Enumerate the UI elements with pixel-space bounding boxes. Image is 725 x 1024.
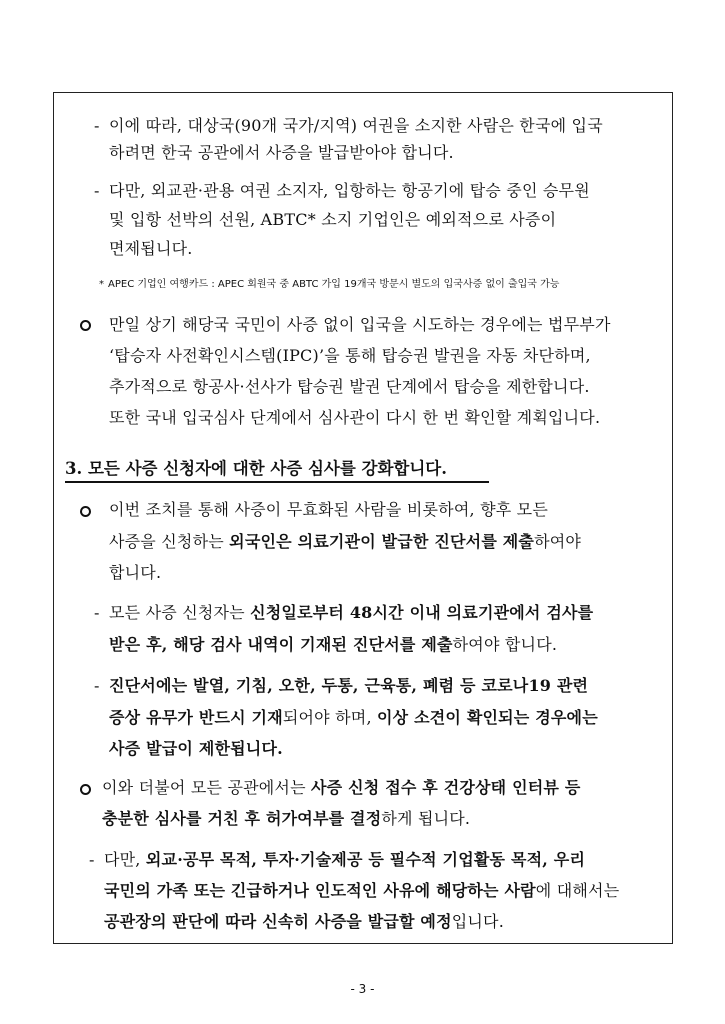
text-line: 다만, 외교관·관용 여권 소지자, 입항하는 항공기에 탑승 중인 승무원 [109, 181, 590, 200]
text-line: 사증을 신청하는 외국인은 의료기관이 발급한 진단서를 제출하여야 [109, 532, 582, 551]
text-line: 또한 국내 입국심사 단계에서 심사관이 다시 한 번 확인할 계획입니다. [109, 408, 601, 427]
dash-bullet: - [94, 676, 100, 695]
text-line: 면제됩니다. [109, 239, 193, 258]
text-line: 다만, 외교·공무 목적, 투자·기술제공 등 필수적 기업활동 목적, 우리 [104, 850, 586, 869]
page-number: - 3 - [350, 982, 375, 996]
dash-bullet: - [94, 181, 100, 200]
dash-bullet: - [94, 603, 100, 622]
heading-underline [65, 481, 489, 483]
text-line: 진단서에는 발열, 기침, 오한, 두통, 근육통, 폐렴 등 코로나19 관련 [109, 676, 589, 695]
text-line: 충분한 심사를 거친 후 허가여부를 결정하게 됩니다. [102, 809, 471, 828]
text-line: 공관장의 판단에 따라 신속히 사증을 발급할 예정입니다. [104, 912, 505, 931]
text-line: 이에 따라, 대상국(90개 국가/지역) 여권을 소지한 사람은 한국에 입국 [109, 116, 603, 135]
circle-bullet-icon [80, 506, 91, 517]
text-line: 이와 더불어 모든 공관에서는 사증 신청 접수 후 건강상태 인터뷰 등 [102, 778, 581, 797]
dash-bullet: - [94, 116, 100, 135]
footnote-star: * [99, 279, 104, 290]
text-line: 사증 발급이 제한됩니다. [109, 739, 283, 758]
circle-bullet-icon [80, 784, 91, 795]
text-line: 및 입항 선박의 선원, ABTC* 소지 기업인은 예외적으로 사증이 [109, 210, 557, 229]
text-line: ‘탑승자 사전확인시스템(IPC)’을 통해 탑승권 발권을 자동 차단하며, [109, 346, 591, 365]
text-line: 받은 후, 해당 검사 내역이 기재된 진단서를 제출하여야 합니다. [109, 635, 558, 654]
text-line: 하려면 한국 공관에서 사증을 발급받아야 합니다. [109, 143, 454, 162]
text-line: 만일 상기 해당국 국민이 사증 없이 입국을 시도하는 경우에는 법무부가 [109, 315, 611, 334]
text-line: 추가적으로 항공사·선사가 탑승권 발권 단계에서 탑승을 제한합니다. [109, 377, 590, 396]
text-line: 이번 조치를 통해 사증이 무효화된 사람을 비롯하여, 향후 모든 [109, 500, 548, 519]
dash-bullet: - [89, 850, 95, 869]
text-line: 국민의 가족 또는 긴급하거나 인도적인 사유에 해당하는 사람에 대해서는 [104, 881, 620, 900]
text-line: 모든 사증 신청자는 신청일로부터 48시간 이내 의료기관에서 검사를 [109, 603, 594, 622]
text-line: 증상 유무가 반드시 기재되어야 하며, 이상 소견이 확인되는 경우에는 [109, 708, 598, 727]
section-heading: 3. 모든 사증 신청자에 대한 사증 심사를 강화합니다. [65, 459, 447, 478]
footnote: APEC 기업인 여행카드 : APEC 회원국 중 ABTC 가입 19개국 방문시 별도의 입국사증 없이 출입국 가능 [108, 279, 560, 290]
text-line: 합니다. [109, 563, 162, 582]
circle-bullet-icon [80, 320, 91, 331]
